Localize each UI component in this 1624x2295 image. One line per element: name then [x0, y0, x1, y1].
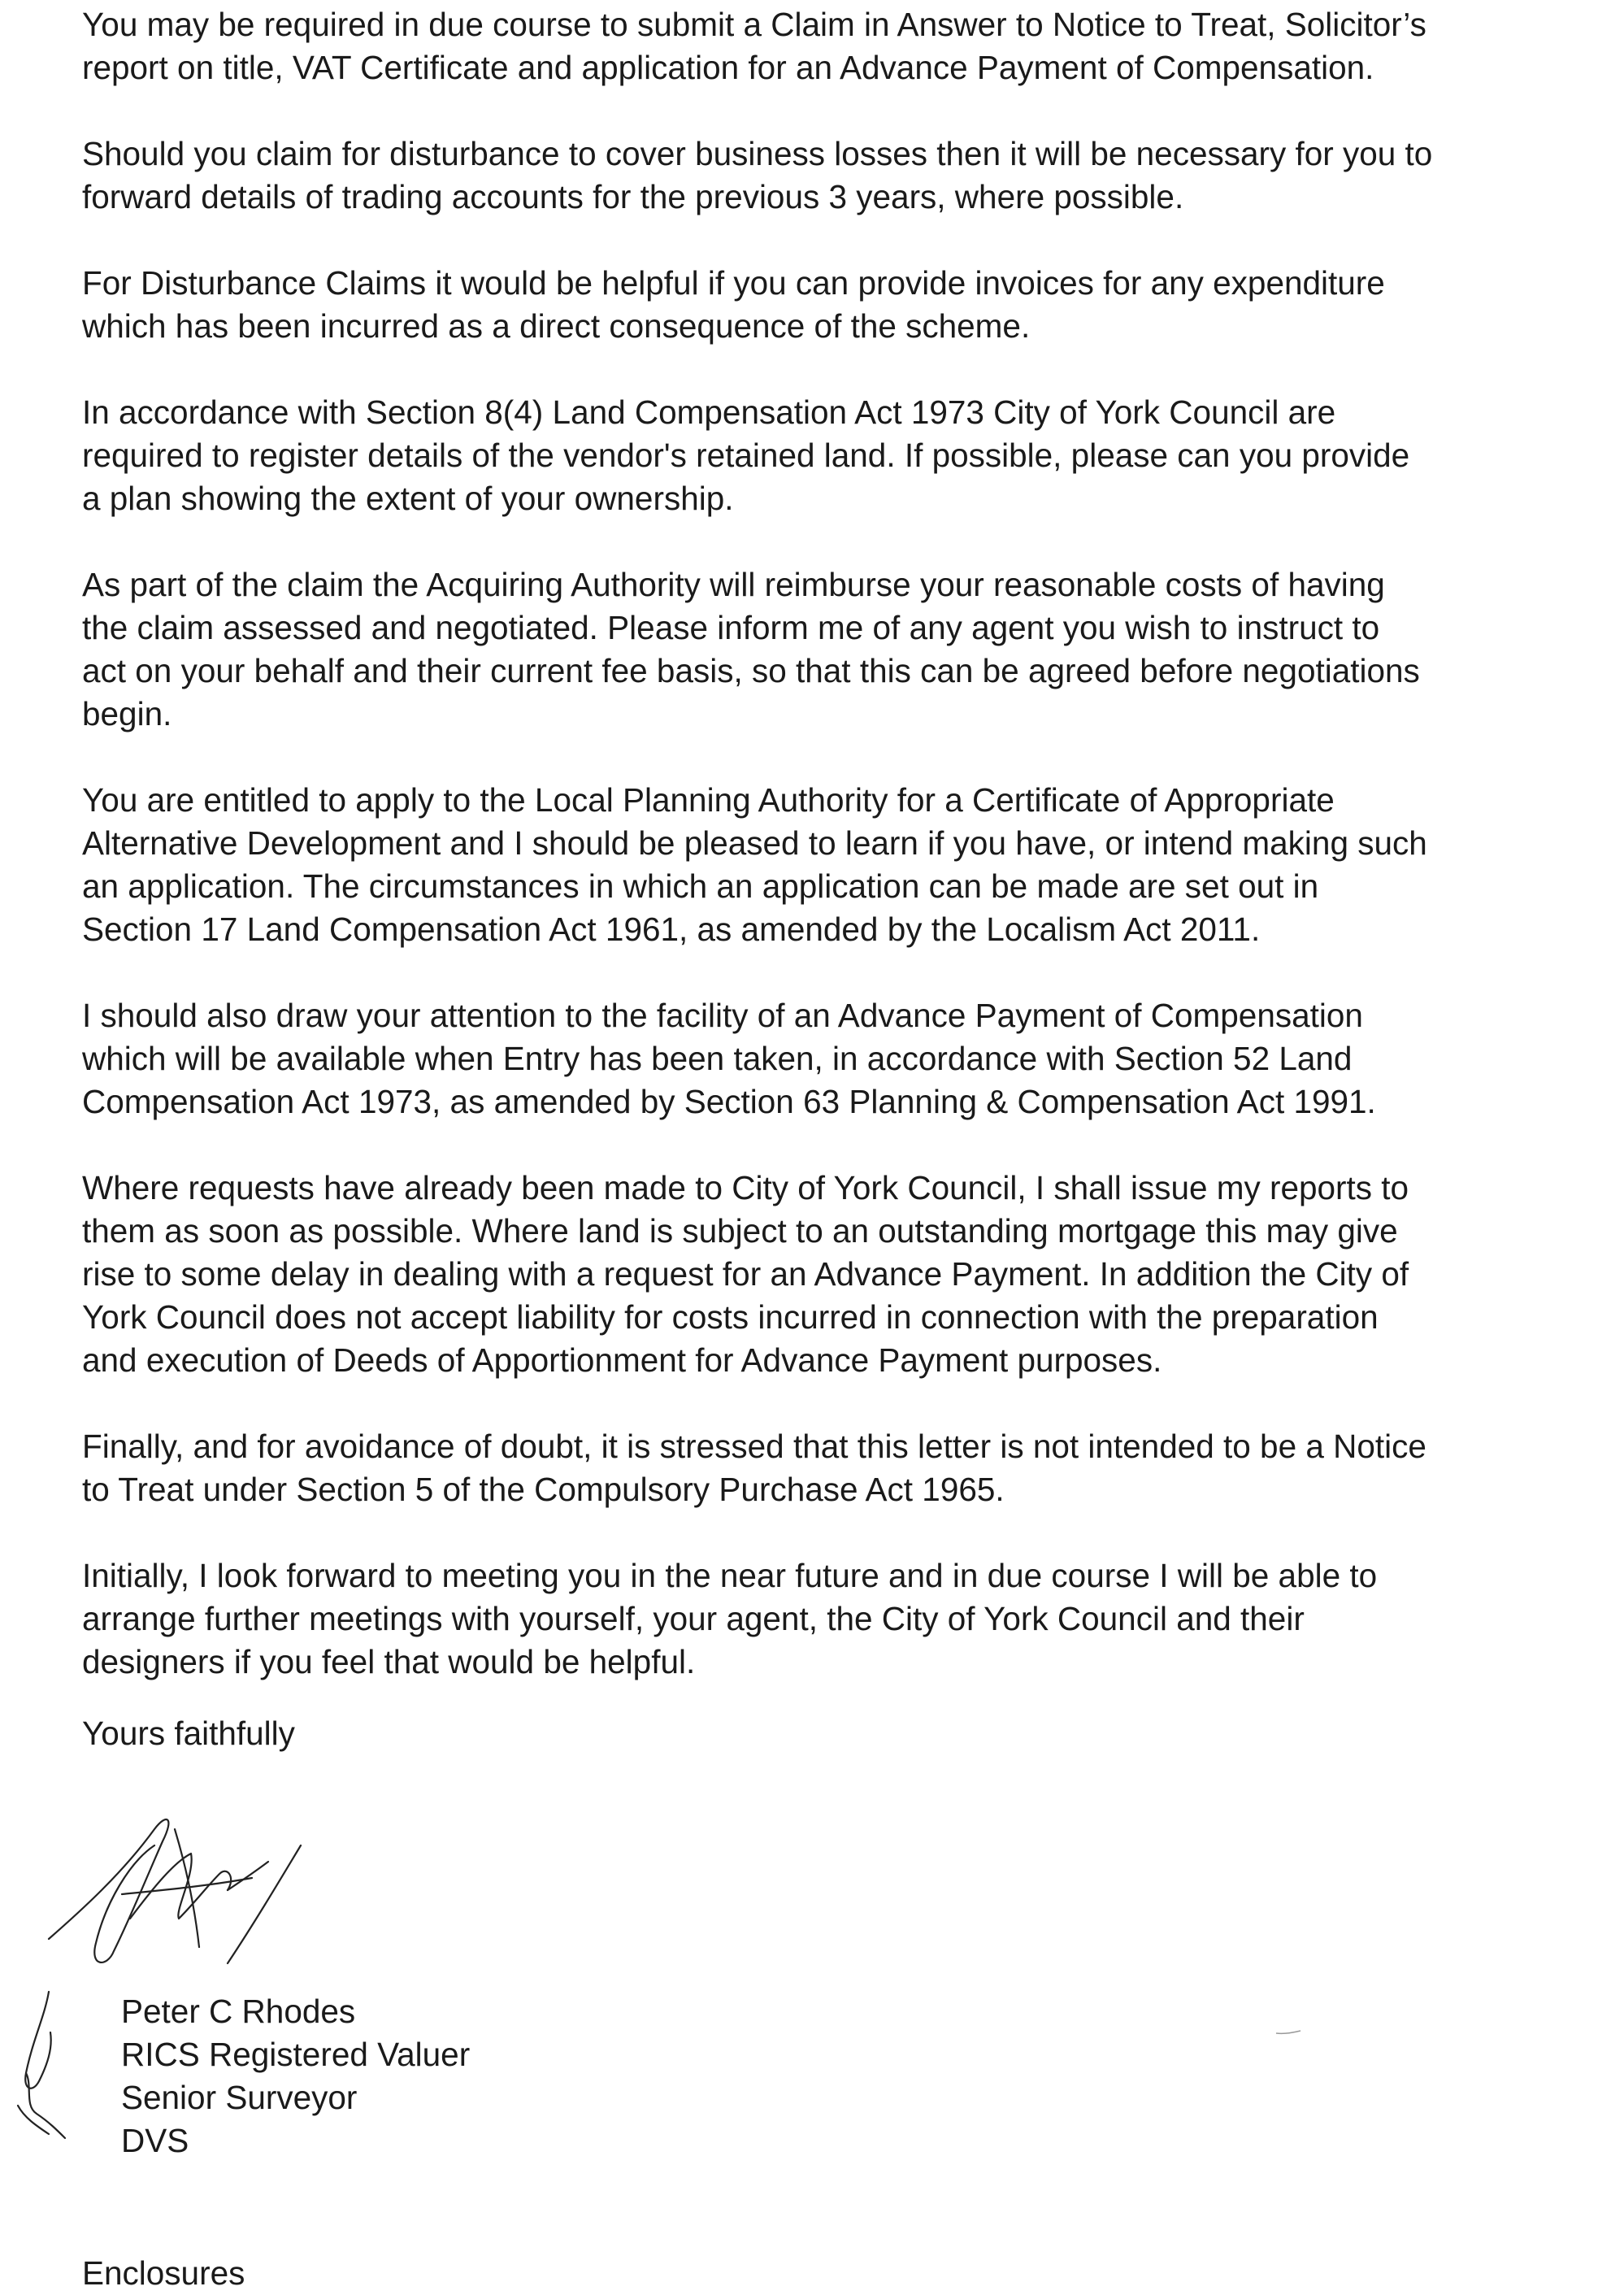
signatory-organisation: DVS [121, 2122, 189, 2159]
paragraph-disturbance-losses: Should you claim for disturbance to cover business losses then it will be necessary for you to forward details of trading accounts for the previous 3 years, where possible. [82, 135, 1433, 215]
paragraph-retained-land: In accordance with Section 8(4) Land Compensation Act 1973 City of York Council are required to register details of the vendor's retained land. If possible, please can you provide a plan showing the extent of your ownership. [82, 393, 1410, 517]
signatory-credential: RICS Registered Valuer [121, 2036, 471, 2073]
signatory-title: Senior Surveyor [121, 2079, 358, 2116]
paragraph-advance-claim: You may be required in due course to submit a Claim in Answer to Notice to Treat, Solicitor’s report on title, VAT Certificate and application for an Advance Payment of Compensation. [82, 6, 1426, 86]
scan-mark [1274, 2029, 1302, 2036]
paragraph-meetings: Initially, I look forward to meeting you in the near future and in due course I will be able to arrange further meetings with yourself, your agent, the City of York Council and their designers if you feel that would be helpful. [82, 1557, 1378, 1680]
initials-mark [8, 1984, 73, 2146]
paragraph-notice-to-treat: Finally, and for avoidance of doubt, it is stressed that this letter is not intended to be a Notice to Treat under Section 5 of the Compulsory Purchase Act 1965. [82, 1428, 1426, 1508]
paragraph-disturbance-invoices: For Disturbance Claims it would be helpful if you can provide invoices for any expenditure which has been incurred as a direct consequence of the scheme. [82, 264, 1385, 345]
closing-salutation: Yours faithfully [82, 1715, 295, 1752]
signatory-block [121, 1990, 470, 2162]
paragraph-requests: Where requests have already been made to City of York Council, I shall issue my reports to them as soon as possible. Where land is subject to an outstanding mortgage this may give rise to some delay in dealing with a request for an Advance Payment. In addition the City of York Council does not accept liability for costs incurred in connection with the preparation and execution of Deeds of Apportionment for Advance Payment purposes. [82, 1169, 1409, 1379]
paragraph-certificate: You are entitled to apply to the Local Planning Authority for a Certificate of Appropriate Alternative Development and I should be pleased to learn if you have, or intend making such an application. The circumstances in which an application can be made are set out in Section 17 Land Compensation Act 1961, as amended by the Localism Act 2011. [82, 781, 1427, 948]
paragraph-reimbursement: As part of the claim the Acquiring Authority will reimburse your reasonable costs of having the claim assessed and negotiated. Please inform me of any agent you wish to instruct to act on your behalf and their current fee basis, so that this can be agreed before negotiations begin. [82, 566, 1420, 732]
letter-body [82, 3, 1610, 1727]
enclosures-label: Enclosures [82, 2254, 245, 2292]
handwritten-signature [33, 1797, 325, 1984]
paragraph-advance-payment: I should also draw your attention to the facility of an Advance Payment of Compensation which will be available when Entry has been taken, in accordance with Section 52 Land Compensation Act 1973, as amended by Section 63 Planning & Compensation Act 1991. [82, 997, 1376, 1120]
signatory-name: Peter C Rhodes [121, 1993, 356, 2030]
